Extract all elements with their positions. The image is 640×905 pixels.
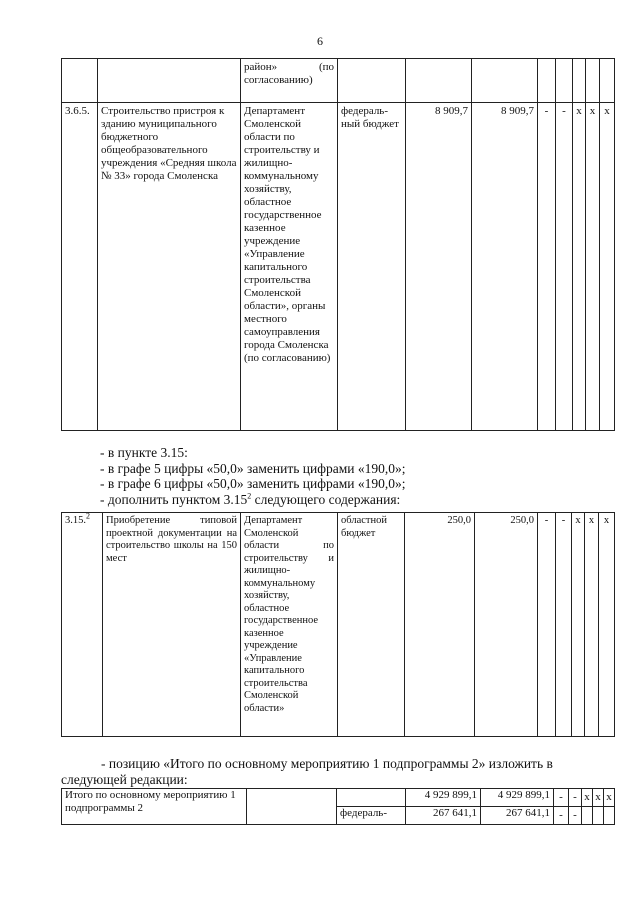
funding-source: областной бюджет: [338, 513, 405, 737]
mark-cell: x: [573, 103, 586, 431]
totals-name: Итого по основному мероприятию 1 подпрограммы 2: [62, 789, 247, 825]
instruction-line: - в пункте 3.15:: [100, 445, 188, 460]
amendment-instructions: [100, 445, 620, 507]
mark-cell: x: [599, 513, 615, 737]
instruction-text: следующего содержания:: [251, 491, 401, 507]
cell-empty: [556, 59, 573, 103]
executor: Департамент Смоленской области по строительству и жилищно-коммунальному хозяйству, областное государственное казенное учреждение «Управление капитального строительства Смоленской области», органы местного самоуправления города Смоленска (по согласованию): [241, 103, 338, 431]
mark-cell: x: [600, 103, 615, 431]
program-table-part-1: [61, 58, 615, 431]
year-amount: 4 929 899,1: [481, 789, 554, 807]
row-number-text: 3.15.: [65, 515, 86, 526]
cell-empty: [472, 59, 538, 103]
executor-tail-cell: [241, 59, 338, 103]
table-row: [62, 513, 615, 737]
cell-empty: [538, 59, 556, 103]
row-number: [62, 513, 103, 737]
mark-cell: x: [604, 789, 615, 807]
instruction-line: [100, 492, 620, 508]
cell-name-empty: [98, 59, 241, 103]
cell-empty: [582, 807, 593, 825]
mark-cell: -: [556, 513, 572, 737]
row-number: 3.6.5.: [62, 103, 98, 431]
paragraph-line: - позицию «Итого по основному мероприятию 1 подпрограммы 2» изложить в: [101, 756, 553, 771]
mark-cell: x: [585, 513, 599, 737]
page-number: 6: [317, 34, 323, 48]
activity-name: Строительство пристроя к зданию муниципального бюджетного общеобразовательного учреждения «Средняя школа № 33» города Смоленска: [98, 103, 241, 431]
cell-empty: [600, 59, 615, 103]
table-row: [62, 789, 615, 807]
mark-cell: -: [554, 807, 569, 825]
executor: Департамент Смоленской области по строительству и жилищно-коммунальному хозяйству, областное государственное казенное учреждение «Управление капитального строительства Смоленской области»: [241, 513, 338, 737]
instruction-line: - в графе 6 цифры «50,0» заменить цифрами «190,0»;: [100, 476, 406, 491]
mark-cell: -: [569, 807, 582, 825]
total-amount: 267 641,1: [406, 807, 481, 825]
mark-cell: -: [538, 103, 556, 431]
cell-empty: [337, 789, 406, 807]
totals-table: [61, 788, 615, 825]
mark-cell: -: [554, 789, 569, 807]
cell-empty: [586, 59, 600, 103]
paragraph-line: следующей редакции:: [61, 772, 188, 787]
funding-source: федераль-: [337, 807, 406, 825]
total-amount: 4 929 899,1: [406, 789, 481, 807]
executor-tail-line2: согласованию): [244, 74, 313, 86]
instruction-line: - в графе 5 цифры «50,0» заменить цифрами «190,0»;: [100, 460, 406, 476]
continued-row: [62, 59, 615, 103]
total-amount: 8 909,7: [406, 103, 472, 431]
program-table-part-2: [61, 512, 615, 737]
instruction-text: - дополнить пунктом 3.15: [100, 491, 248, 507]
total-amount: 250,0: [405, 513, 475, 737]
table-row: [62, 103, 615, 431]
cell-empty: [247, 789, 337, 825]
mark-cell: -: [556, 103, 573, 431]
cell-empty: [604, 807, 615, 825]
cell-empty: [573, 59, 586, 103]
year-amount: 250,0: [475, 513, 538, 737]
mark-cell: -: [538, 513, 556, 737]
cell-empty: [593, 807, 604, 825]
funding-source: федераль-ный бюджет: [338, 103, 406, 431]
superscript: 2: [247, 491, 252, 500]
mark-cell: x: [586, 103, 600, 431]
mark-cell: x: [572, 513, 585, 737]
mark-cell: x: [582, 789, 593, 807]
year-amount: 267 641,1: [481, 807, 554, 825]
amendment-paragraph: [61, 756, 614, 788]
executor-tail-line1: район»: [244, 61, 278, 73]
superscript: 2: [86, 512, 90, 521]
year-amount: 8 909,7: [472, 103, 538, 431]
mark-cell: -: [569, 789, 582, 807]
activity-name: Приобретение типовой проектной документации на строительство школы на 150 мест: [103, 513, 241, 737]
cell-empty: [338, 59, 406, 103]
cell-empty: [406, 59, 472, 103]
cell-num-empty: [62, 59, 98, 103]
executor-tail-paren: (по: [318, 61, 334, 73]
mark-cell: x: [593, 789, 604, 807]
